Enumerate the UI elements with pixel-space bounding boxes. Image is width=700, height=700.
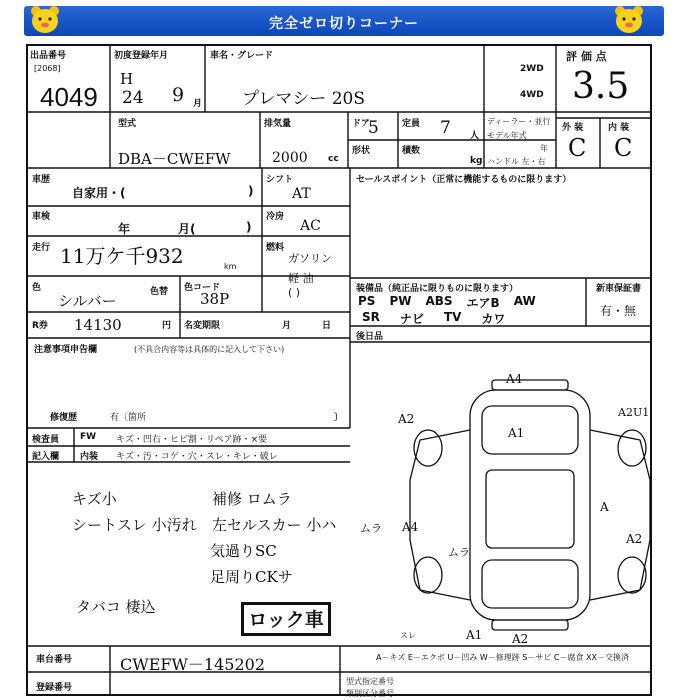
entry-label: 記入欄 bbox=[32, 452, 60, 462]
warranty-label: 新車保証書 bbox=[596, 284, 642, 294]
equip-row1-item: エアB bbox=[466, 296, 500, 310]
entry-interior: 内装 bbox=[80, 452, 99, 462]
equipment-row-1 bbox=[358, 294, 536, 311]
fuel-diesel: 軽 油 bbox=[288, 272, 314, 285]
drive-2wd: 2WD bbox=[520, 64, 544, 74]
recycle-unit: 円 bbox=[162, 321, 172, 331]
comment-seat: シートスレ 小汚れ bbox=[72, 516, 197, 534]
sales-point-label: セールスポイント（正常に機能するものに限ります） bbox=[356, 175, 572, 185]
month-unit: 月 bbox=[193, 99, 203, 109]
car-name-label: 車名・グレード bbox=[210, 51, 274, 61]
registration-number-label: 登録番号 bbox=[36, 683, 73, 693]
recycle-value: 14130 bbox=[74, 316, 122, 334]
model-year-label: モデル年式 bbox=[487, 131, 527, 140]
doors-label: ドア bbox=[352, 119, 370, 129]
color-label: 色 bbox=[32, 283, 42, 293]
comment-repair: 補修 ロムラ bbox=[212, 490, 292, 508]
registration-label: 初度登録年月 bbox=[114, 51, 169, 61]
inspector-items: キズ・凹右・ヒビ割・リペア跡・×要 bbox=[116, 435, 268, 445]
repair-value: 有〔箇所 bbox=[110, 413, 147, 423]
mark-a4-left: A4 bbox=[402, 520, 419, 534]
registration-era: H bbox=[120, 70, 134, 88]
inspection-year: 年 bbox=[118, 222, 131, 236]
mark-a1-front: A1 bbox=[508, 426, 525, 440]
registration-year: 24 bbox=[122, 88, 144, 108]
equip-row2-item: カワ bbox=[481, 312, 506, 326]
name-change-label: 名変期限 bbox=[184, 321, 221, 331]
score-value: 3.5 bbox=[572, 66, 630, 107]
color-value: シルバー bbox=[58, 292, 117, 310]
class-number-label: 類別区分番号 bbox=[346, 689, 394, 698]
handle-label: ハンドル 左・右 bbox=[487, 157, 546, 166]
mark-a2u1: A2U1 bbox=[618, 406, 650, 419]
mark-a2-rear: A2 bbox=[512, 632, 529, 646]
type-designation-label: 型式指定番号 bbox=[346, 677, 394, 686]
shape-label: 形状 bbox=[352, 146, 371, 156]
comment-scratch: キズ小 bbox=[72, 490, 117, 508]
comment-suspension: 足周りCKサ bbox=[210, 568, 293, 586]
shift-label: シフト bbox=[266, 175, 294, 185]
lock-car-stamp: ロック車 bbox=[241, 602, 331, 636]
exterior-label: 外 装 bbox=[562, 123, 584, 133]
equip-row1-item: AW bbox=[513, 294, 536, 308]
car-name-value: プレマシー 20S bbox=[242, 89, 366, 109]
displacement-value: 2000 bbox=[272, 150, 308, 166]
entry-items: キズ・汚・コゲ・穴・スレ・キレ・破レ bbox=[116, 452, 278, 462]
comment-side: 左セルスカー 小ハ bbox=[212, 516, 337, 534]
load-unit: kg bbox=[470, 156, 483, 166]
inspection-close: ) bbox=[246, 220, 252, 234]
equipment-label: 装備品（純正品に限りものに限ります） bbox=[356, 284, 519, 294]
shift-value: AT bbox=[292, 186, 311, 202]
equip-row1-item: ABS bbox=[425, 294, 453, 308]
lot-sub-number: [2068] bbox=[34, 64, 61, 73]
mark-mura-center: ムラ bbox=[448, 546, 470, 559]
cooler-value: AC bbox=[300, 218, 321, 234]
dealer-label: ディーラー・並行 bbox=[487, 117, 551, 126]
equipment-row-2 bbox=[362, 310, 505, 327]
color-code-value: 38P bbox=[200, 290, 230, 308]
history-close: ) bbox=[248, 184, 254, 198]
history-label: 車歴 bbox=[32, 175, 51, 185]
mileage-unit: km bbox=[224, 262, 237, 271]
model-value: DBA－CWEFW bbox=[118, 150, 231, 168]
damage-legend: A－キズ E－エクボ U－凹み W－修理跡 S－サビ C－腐食 XX－交換済 bbox=[376, 653, 630, 662]
warranty-value: 有・無 bbox=[600, 304, 637, 318]
notes-label: 注意事項申告欄 bbox=[34, 345, 98, 355]
displacement-label: 排気量 bbox=[264, 119, 292, 129]
notes-sub: (不具合内容等は具体的に記入して下さい) bbox=[134, 345, 285, 354]
lot-number: 4049 bbox=[40, 82, 98, 112]
interior-grade: C bbox=[614, 134, 633, 162]
inspection-label: 車検 bbox=[32, 212, 51, 222]
mark-a2-left: A2 bbox=[398, 412, 415, 426]
seats-unit: 人 bbox=[470, 131, 480, 141]
cooler-label: 冷房 bbox=[266, 212, 285, 222]
chassis-number: CWEFW－145202 bbox=[120, 655, 265, 674]
lot-number-label: 出品番号 bbox=[30, 51, 67, 61]
mark-a-right: A bbox=[600, 500, 609, 514]
recycle-label: R券 bbox=[32, 321, 48, 331]
score-label: 評 価 点 bbox=[566, 50, 607, 63]
equip-row2-item: TV bbox=[443, 310, 462, 324]
name-change-day: 日 bbox=[322, 321, 332, 331]
equip-row2-item: ナビ bbox=[399, 312, 424, 326]
color-code-label: 色コード bbox=[184, 283, 221, 293]
repair-close: 〕 bbox=[334, 413, 344, 423]
doors-value: 5 bbox=[368, 118, 379, 138]
equip-row1-item: PS bbox=[358, 294, 376, 308]
fuel-label: 燃料 bbox=[266, 243, 285, 253]
after-items-label: 後日品 bbox=[356, 332, 384, 342]
header-title: 完全ゼロ切りコーナー bbox=[269, 16, 419, 32]
inspector-fw: FW bbox=[80, 432, 97, 442]
comment-sc: 気過りSC bbox=[210, 542, 277, 560]
model-year-unit: 年 bbox=[540, 144, 548, 153]
seats-value: 7 bbox=[440, 118, 451, 138]
load-label: 積数 bbox=[402, 146, 421, 156]
inspector-label: 検査員 bbox=[32, 435, 60, 445]
fuel-gasoline: ガソリン bbox=[288, 252, 332, 265]
fuel-other: ( ) bbox=[288, 286, 301, 299]
car-diagram bbox=[410, 380, 650, 630]
chassis-label: 車台番号 bbox=[36, 655, 73, 665]
mileage-value: 11万ケ千932 bbox=[60, 244, 184, 268]
repair-label: 修復歴 bbox=[50, 413, 78, 423]
color-change-label: 色替 bbox=[150, 287, 169, 297]
equip-row1-item: PW bbox=[389, 294, 412, 308]
name-change-month: 月 bbox=[282, 321, 292, 331]
equip-row2-item: SR bbox=[362, 310, 380, 324]
history-value: 自家用・( bbox=[72, 186, 126, 200]
mark-a4-top: A4 bbox=[506, 372, 523, 386]
inspection-month: 月( bbox=[178, 222, 196, 236]
drive-4wd: 4WD bbox=[520, 90, 544, 100]
mark-sure: スレ bbox=[400, 631, 416, 640]
mark-a2-right: A2 bbox=[626, 532, 643, 546]
model-label: 型式 bbox=[118, 119, 137, 129]
registration-month: 9 bbox=[172, 84, 185, 106]
seats-label: 定員 bbox=[402, 119, 421, 129]
exterior-grade: C bbox=[568, 134, 587, 162]
mileage-label: 走行 bbox=[32, 243, 51, 253]
comment-tobacco: タバコ 棲込 bbox=[76, 598, 156, 616]
displacement-unit: cc bbox=[328, 154, 339, 164]
mark-a1-rear: A1 bbox=[466, 628, 483, 642]
interior-label: 内 装 bbox=[608, 123, 630, 133]
mark-mura-left: ムラ bbox=[360, 522, 382, 535]
